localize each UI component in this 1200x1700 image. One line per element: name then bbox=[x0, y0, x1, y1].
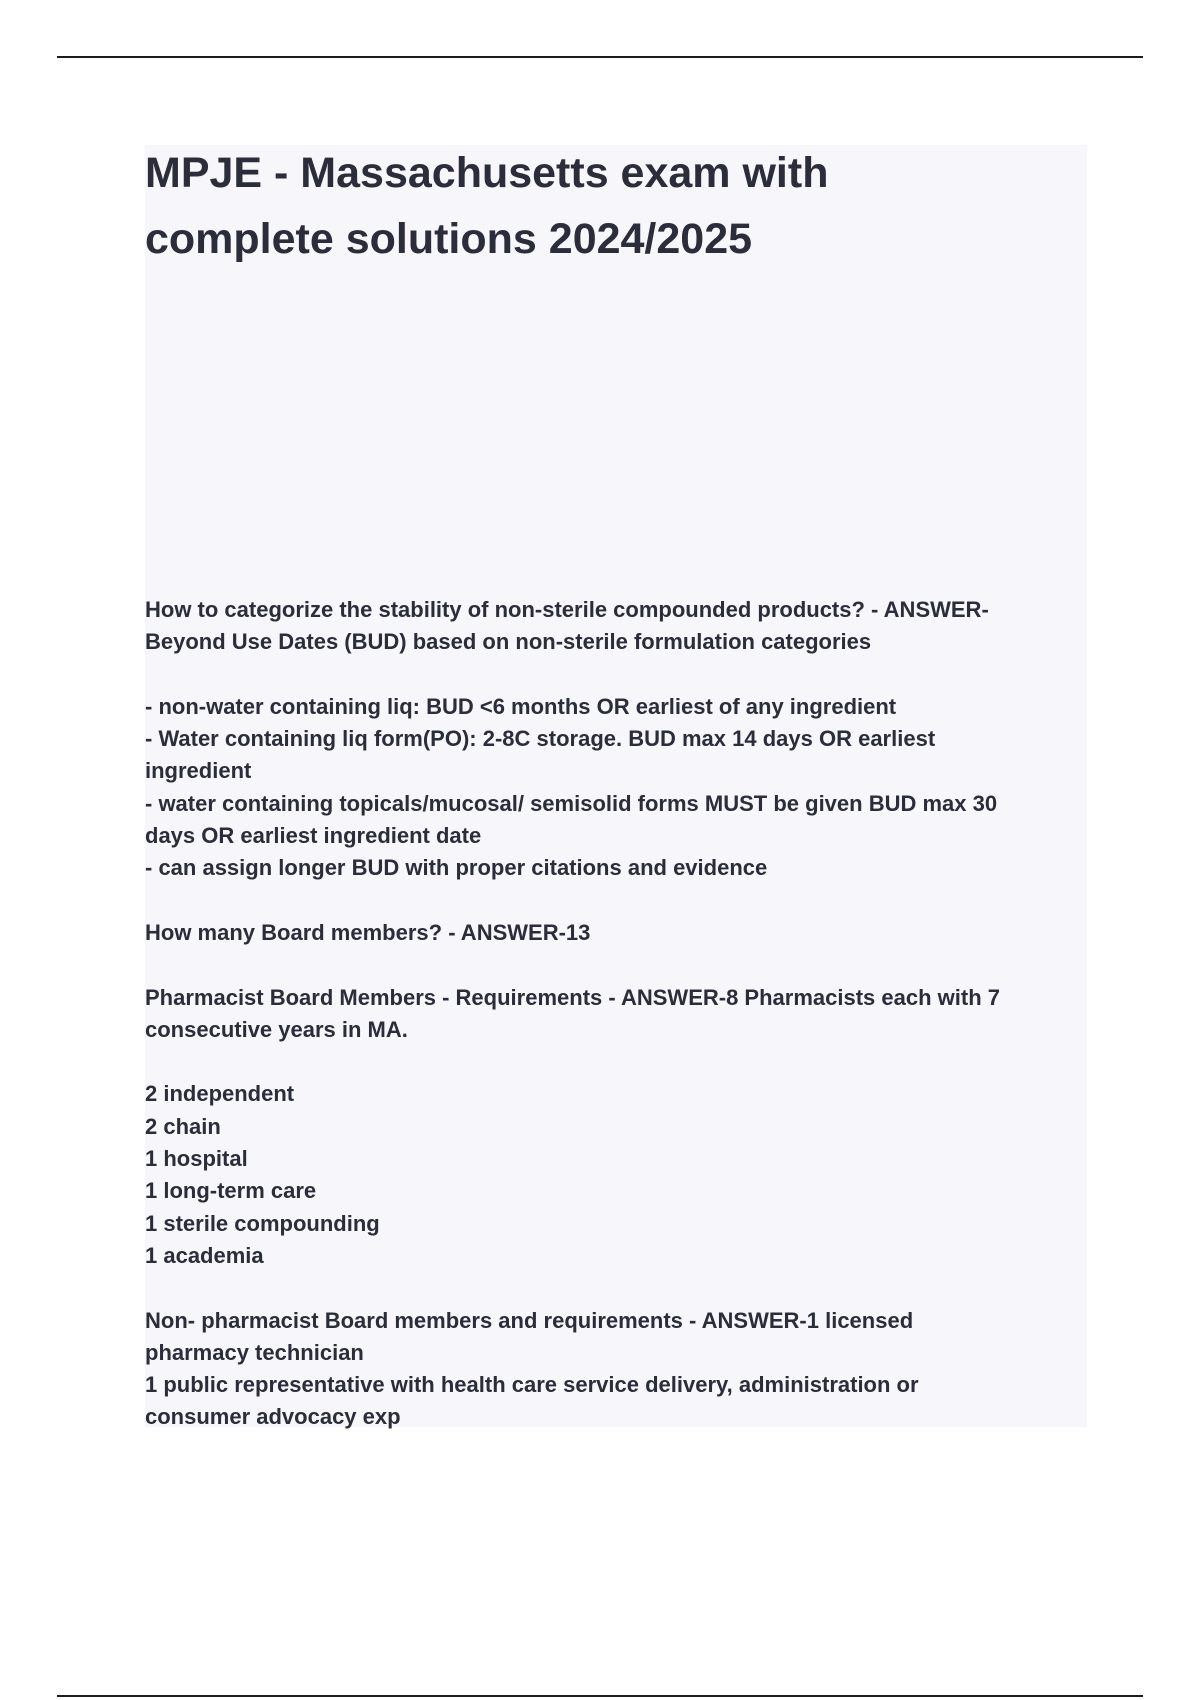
answer-line: 1 public representative with health care service delivery, administration or bbox=[145, 1372, 919, 1398]
answer-line: 1 sterile compounding bbox=[145, 1210, 380, 1236]
question-line: Pharmacist Board Members - Requirements - ANSWER-8 Pharmacists each with 7 bbox=[145, 984, 1000, 1010]
title-line: MPJE - Massachusetts exam with bbox=[145, 149, 829, 197]
answer-line: - water containing topicals/mucosal/ semisolid forms MUST be given BUD max 30 bbox=[145, 790, 998, 816]
blank-line bbox=[145, 659, 1095, 691]
blank-line bbox=[145, 885, 1095, 917]
question-line: How to categorize the stability of non-sterile compounded products? - ANSWER- bbox=[145, 597, 989, 622]
question-line: How many Board members? - ANSWER-13 bbox=[145, 919, 591, 945]
blank-line bbox=[145, 1272, 1095, 1304]
answer-line: Beyond Use Dates (BUD) based on non-sterile formulation categories bbox=[145, 629, 872, 655]
answer-line: consecutive years in MA. bbox=[145, 1016, 408, 1042]
blank-line bbox=[145, 949, 1095, 981]
title-line: complete solutions 2024/2025 bbox=[145, 215, 753, 263]
qa-item-non-pharmacist-members bbox=[145, 1305, 1095, 1434]
qa-item-stability bbox=[145, 594, 1095, 885]
qa-item-board-members bbox=[145, 917, 1095, 949]
answer-line: pharmacy technician bbox=[145, 1339, 364, 1365]
answer-line: ingredient bbox=[145, 758, 252, 784]
answer-line: 1 hospital bbox=[145, 1146, 248, 1172]
qa-item-pharmacist-members bbox=[145, 982, 1095, 1273]
answer-line: - can assign longer BUD with proper citations and evidence bbox=[145, 855, 768, 881]
blank-line bbox=[145, 1046, 1095, 1078]
qa-list bbox=[145, 594, 1095, 1434]
top-rule bbox=[57, 56, 1143, 58]
answer-line: 1 academia bbox=[145, 1242, 264, 1268]
answer-line: 1 long-term care bbox=[145, 1178, 317, 1204]
answer-line: 2 chain bbox=[145, 1113, 221, 1139]
question-line: Non- pharmacist Board members and requirements - ANSWER-1 licensed bbox=[145, 1307, 914, 1333]
answer-line: - non-water containing liq: BUD <6 months OR earliest of any ingredient bbox=[145, 693, 897, 719]
answer-line: days OR earliest ingredient date bbox=[145, 823, 482, 849]
bottom-rule bbox=[57, 1695, 1143, 1697]
answer-line: consumer advocacy exp bbox=[145, 1404, 401, 1430]
answer-line: - Water containing liq form(PO): 2-8C storage. BUD max 14 days OR earliest bbox=[145, 726, 936, 752]
answer-line: 2 independent bbox=[145, 1081, 295, 1107]
document-title bbox=[145, 140, 1085, 272]
